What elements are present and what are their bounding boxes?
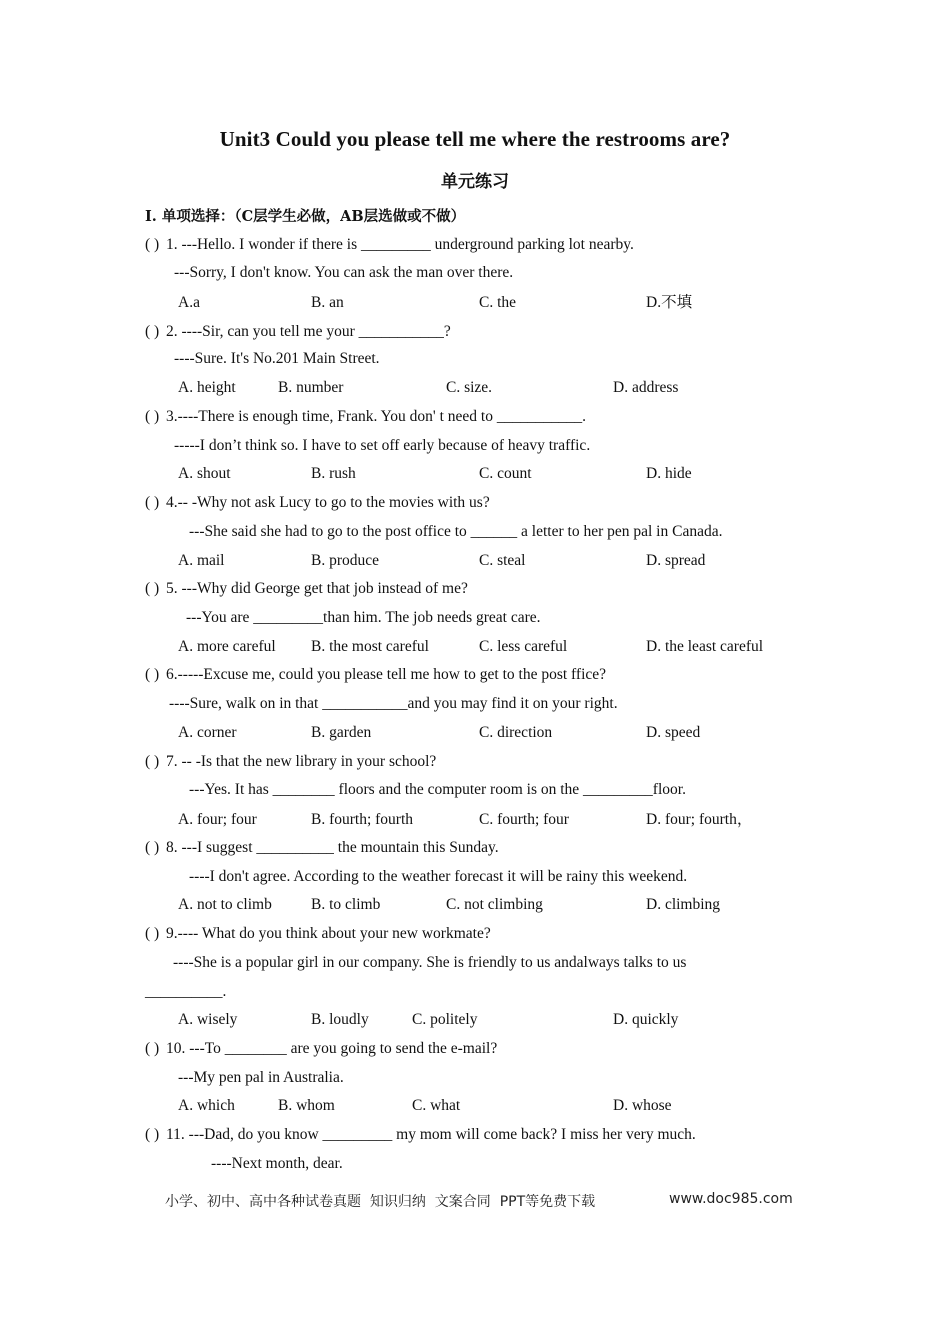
option-d: D. the least careful (646, 638, 764, 655)
answer-blank[interactable]: ( ) (145, 236, 160, 253)
option-d: D. climbing (646, 896, 721, 913)
question-text: 1. ---Hello. I wonder if there is _________ underground parking lot nearby. (166, 236, 634, 253)
option-c: C. size. (446, 379, 493, 396)
page-subtitle: 单元练习 (441, 172, 509, 192)
option-a: A. shout (178, 465, 231, 482)
option-a: A. four; four (178, 811, 257, 828)
answer-blank[interactable]: ( ) (145, 925, 160, 942)
option-c: C. the (479, 294, 517, 311)
dialogue-response-continued: __________. (145, 983, 227, 1000)
question-text: 7. -- -Is that the new library in your school? (166, 753, 437, 770)
option-c: C. less careful (479, 638, 568, 655)
option-a: A. wisely (178, 1011, 238, 1028)
option-a: A. more careful (178, 638, 276, 655)
option-c: C. politely (412, 1011, 478, 1028)
option-c: C. fourth; four (479, 811, 569, 828)
section-heading: I. 单项选择：（C层学生必做，AB层选做或不做） (145, 208, 466, 225)
question-text: 5. ---Why did George get that job instead of me? (166, 580, 468, 597)
dialogue-response: ----She is a popular girl in our company. She is friendly to us andalways talks to us (173, 954, 687, 971)
option-a: A.a (178, 294, 200, 311)
option-b: B. the most careful (311, 638, 429, 655)
option-b: B. to climb (311, 896, 381, 913)
option-c: C. what (412, 1097, 461, 1114)
answer-blank[interactable]: ( ) (145, 580, 160, 597)
dialogue-response: ----Next month, dear. (211, 1155, 343, 1172)
option-c: C. direction (479, 724, 553, 741)
footer-url[interactable]: www.doc985.com (669, 1191, 793, 1207)
option-d: D. whose (613, 1097, 672, 1114)
option-b: B. produce (311, 552, 380, 569)
answer-blank[interactable]: ( ) (145, 494, 160, 511)
option-b: B. an (311, 294, 344, 311)
answer-blank[interactable]: ( ) (145, 839, 160, 856)
question-text: 8. ---I suggest __________ the mountain this Sunday. (166, 839, 499, 856)
option-d: D. hide (646, 465, 692, 482)
option-d: D.不填 (646, 294, 693, 311)
answer-blank[interactable]: ( ) (145, 323, 160, 340)
answer-blank[interactable]: ( ) (145, 666, 160, 683)
dialogue-response: ----Sure, walk on in that ___________and you may find it on your right. (169, 695, 618, 712)
answer-blank[interactable]: ( ) (145, 408, 160, 425)
option-b: B. loudly (311, 1011, 369, 1028)
option-a: A. height (178, 379, 236, 396)
dialogue-response: ----I don't agree. According to the weather forecast it will be rainy this weekend. (189, 868, 688, 885)
option-a: A. which (178, 1097, 235, 1114)
answer-blank[interactable]: ( ) (145, 753, 160, 770)
question-text: 4.-- -Why not ask Lucy to go to the movies with us? (166, 494, 490, 511)
option-d: D. spread (646, 552, 706, 569)
question-text: 11. ---Dad, do you know _________ my mom will come back? I miss her very much. (166, 1126, 696, 1143)
dialogue-response: ---My pen pal in Australia. (178, 1069, 344, 1086)
option-b: B. garden (311, 724, 372, 741)
dialogue-response: -----I don’t think so. I have to set off early because of heavy traffic. (174, 437, 591, 454)
question-text: 9.---- What do you think about your new workmate? (166, 925, 491, 942)
question-text: 2. ----Sir, can you tell me your ___________? (166, 323, 451, 340)
dialogue-response: ---You are _________than him. The job needs great care. (186, 609, 541, 626)
dialogue-response: ---Yes. It has ________ floors and the computer room is on the _________floor. (189, 781, 686, 798)
option-d: D. speed (646, 724, 701, 741)
dialogue-response: ---Sorry, I don't know. You can ask the man over there. (174, 264, 514, 281)
option-d: D. address (613, 379, 679, 396)
page-title: Unit3 Could you please tell me where the restrooms are? (219, 127, 731, 151)
option-a: A. mail (178, 552, 225, 569)
option-b: B. rush (311, 465, 356, 482)
option-b: B. fourth; fourth (311, 811, 414, 828)
option-c: C. not climbing (446, 896, 543, 913)
option-b: B. whom (278, 1097, 335, 1114)
question-text: 6.-----Excuse me, could you please tell me how to get to the post ffice? (166, 666, 607, 683)
dialogue-response: ---She said she had to go to the post office to ______ a letter to her pen pal in Canada. (189, 523, 723, 540)
option-d: D. quickly (613, 1011, 679, 1028)
question-text: 3.----There is enough time, Frank. You don' t need to ___________. (166, 408, 586, 425)
option-a: A. not to climb (178, 896, 272, 913)
option-a: A. corner (178, 724, 237, 741)
option-c: C. steal (479, 552, 526, 569)
option-d: D. four; fourth， (646, 811, 753, 828)
dialogue-response: ----Sure. It's No.201 Main Street. (174, 350, 380, 367)
option-b: B. number (278, 379, 344, 396)
option-c: C. count (479, 465, 532, 482)
question-text: 10. ---To ________ are you going to send the e-mail? (166, 1040, 498, 1057)
footer-text: 小学、初中、高中各种试卷真题 知识归纳 文案合同 PPT等免费下载 (165, 1194, 596, 1210)
answer-blank[interactable]: ( ) (145, 1126, 160, 1143)
answer-blank[interactable]: ( ) (145, 1040, 160, 1057)
